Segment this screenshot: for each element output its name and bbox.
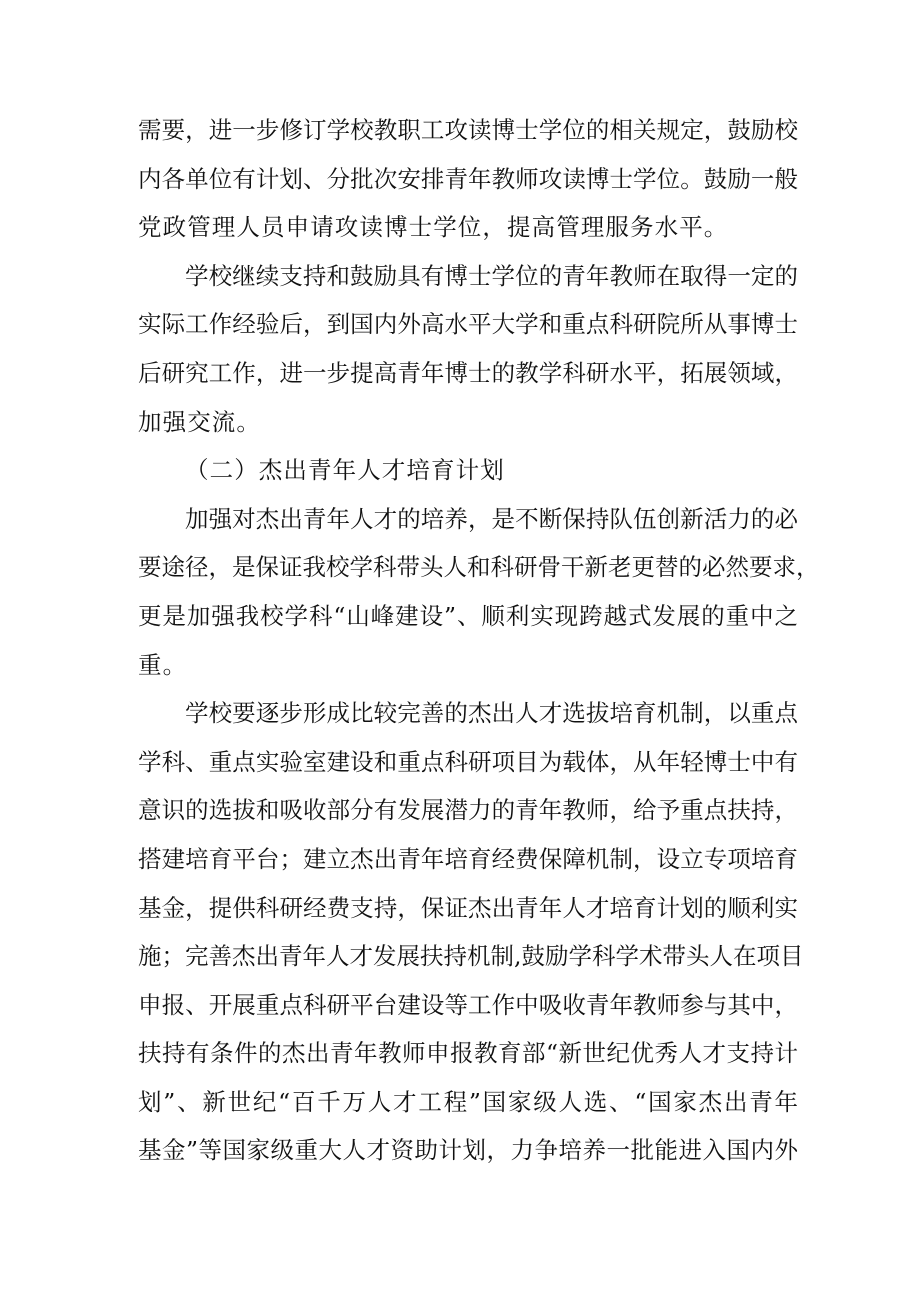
text-line: 加强交流。 bbox=[138, 407, 261, 436]
text-line: 学校继续支持和鼓励具有博士学位的青年教师在取得一定的 bbox=[185, 261, 798, 290]
text-line: 施；完善杰出青年人才发展扶持机制,鼓励学科学术带头人在项目 bbox=[138, 942, 804, 971]
text-line: 学科、重点实验室建设和重点科研项目为载体，从年轻博士中有 bbox=[138, 747, 798, 776]
text-line: 搭建培育平台；建立杰出青年培育经费保障机制，设立专项培育 bbox=[138, 844, 798, 873]
document-body bbox=[138, 106, 820, 1175]
section-heading: （二）杰出青年人才培育计划 bbox=[185, 456, 505, 485]
text-line: 扶持有条件的杰出青年教师申报教育部“新世纪优秀人才支持计 bbox=[138, 1039, 798, 1068]
paragraph bbox=[138, 495, 820, 689]
text-line: 实际工作经验后，到国内外高水平大学和重点科研院所从事博士 bbox=[138, 310, 798, 339]
text-line: 重。 bbox=[138, 650, 188, 679]
paragraph bbox=[138, 252, 798, 446]
text-line: 学校要逐步形成比较完善的杰出人才选拔培育机制，以重点 bbox=[185, 699, 798, 728]
text-line: 划”、新世纪“百千万人才工程”国家级人选、“国家杰出青年 bbox=[138, 1087, 798, 1116]
text-line: 需要，进一步修订学校教职工攻读博士学位的相关规定，鼓励校 bbox=[138, 116, 798, 144]
text-line: 基金”等国家级重大人才资助计划，力争培养一批能进入国内外 bbox=[138, 1136, 798, 1165]
paragraph bbox=[138, 106, 798, 252]
text-line: 更是加强我校学科“山峰建设”、顺利实现跨越式发展的重中之 bbox=[138, 601, 798, 630]
text-line: 申报、开展重点科研平台建设等工作中吸收青年教师参与其中， bbox=[138, 990, 798, 1019]
text-line: 党政管理人员申请攻读博士学位，提高管理服务水平。 bbox=[138, 213, 729, 242]
text-line: 内各单位有计划、分批次安排青年教师攻读博士学位。鼓励一般 bbox=[138, 164, 798, 193]
text-line: 意识的选拔和吸收部分有发展潜力的青年教师，给予重点扶持， bbox=[138, 796, 798, 825]
paragraph bbox=[138, 689, 804, 1175]
text-line: 后研究工作，进一步提高青年博士的教学科研水平，拓展领域， bbox=[138, 358, 798, 387]
text-line: 要途径，是保证我校学科带头人和科研骨干新老更替的必然要求， bbox=[138, 553, 820, 582]
text-line: 加强对杰出青年人才的培养，是不断保持队伍创新活力的必 bbox=[185, 504, 798, 533]
text-line: 基金，提供科研经费支持，保证杰出青年人才培育计划的顺利实 bbox=[138, 893, 798, 922]
